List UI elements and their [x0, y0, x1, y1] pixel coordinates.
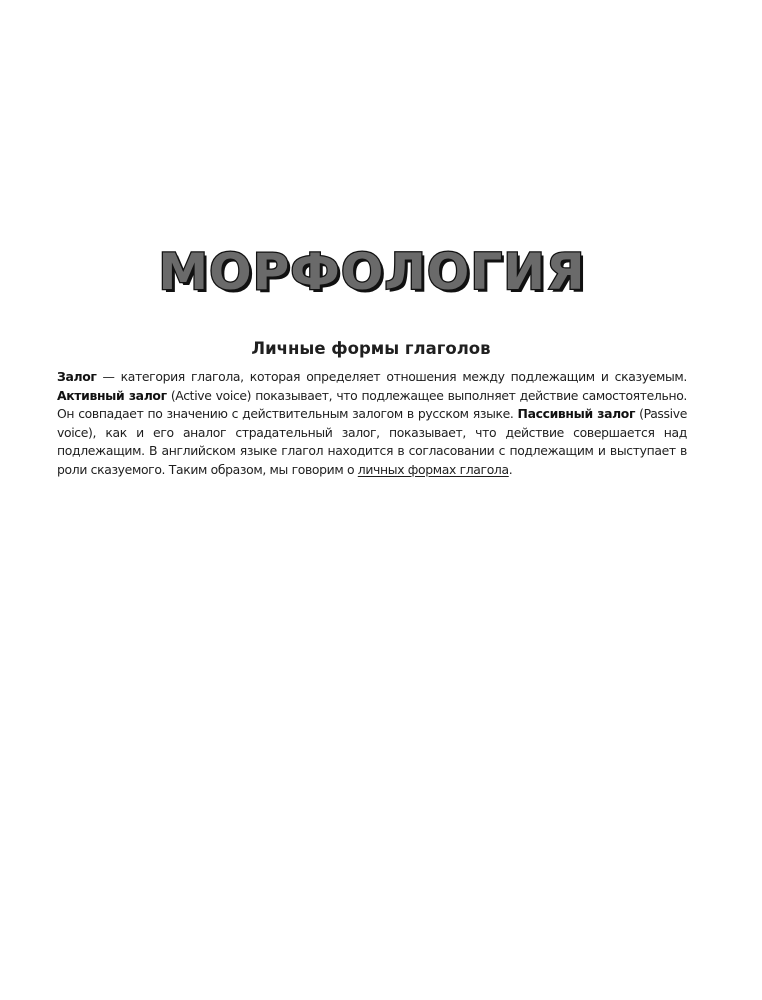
term-passive-voice: Пассивный залог — [517, 406, 636, 421]
paragraph-text-4: . — [508, 461, 513, 477]
term-voice: Залог — [57, 369, 97, 384]
body-paragraph — [57, 368, 687, 479]
page-title: МОРФОЛОГИЯ — [158, 242, 586, 301]
term-active-voice: Активный залог — [57, 387, 167, 403]
paragraph-text-1: — категория глагола, которая определяет отношения между подлежащим и сказуемым. — [96, 369, 687, 384]
paragraph-text-3: (Passive voice), как и его аналог страдательный залог, показывает, что действие совершается над подлежащим. В английском языке глагол находится в согласовании с подлежащим и выступает в роли сказуемого. Таким образом, мы говорим о — [57, 406, 687, 477]
section-heading: Личные формы глаголов — [251, 338, 491, 358]
personal-verb-forms-link[interactable]: личных формах глагола — [357, 461, 509, 477]
paragraph-text-2: (Active voice) показывает, что подлежащее выполняет действие самостоятельно. Он совпадает по значению с действительным залогом в русском языке. — [57, 387, 688, 421]
